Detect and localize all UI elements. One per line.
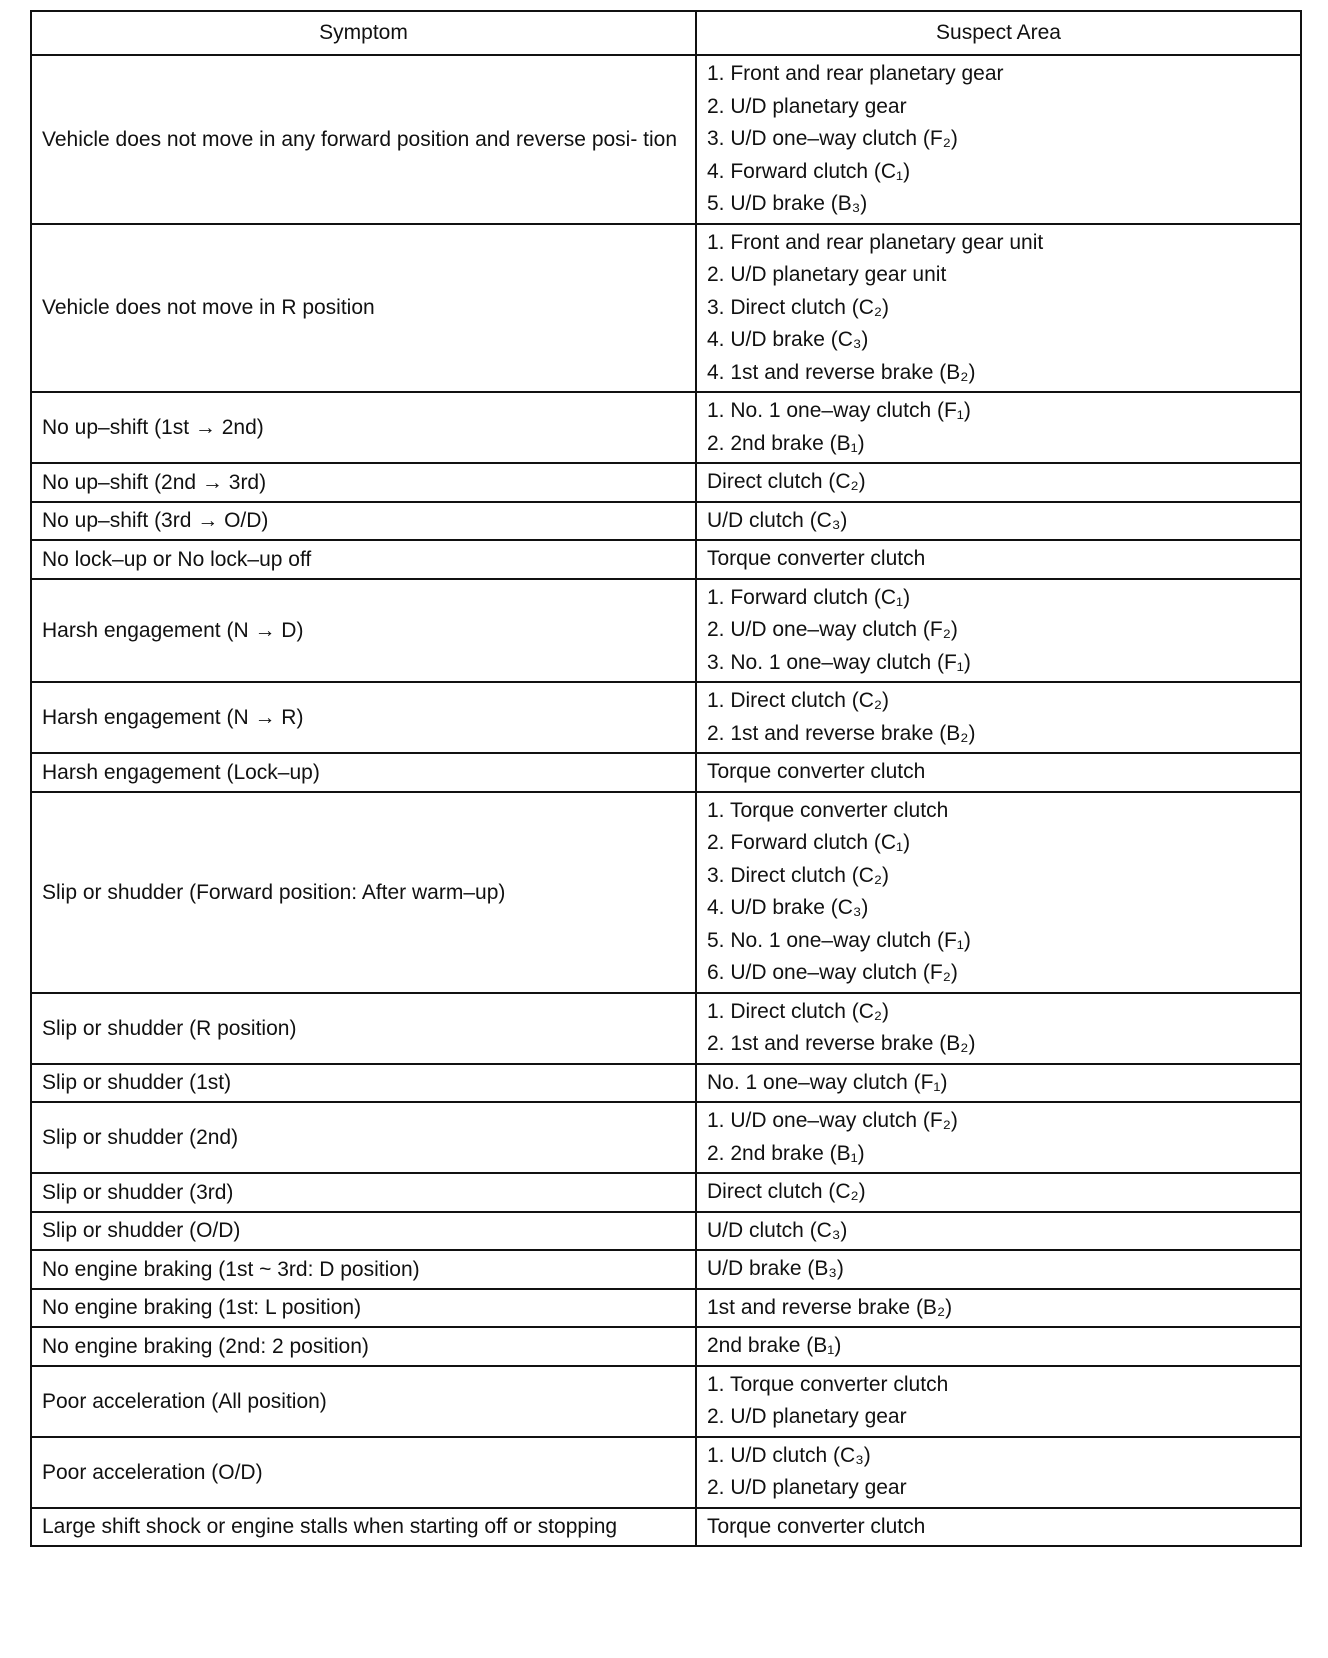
- table-row: [31, 579, 1301, 683]
- suspect-area-item: 4. U/D brake (C₃): [707, 896, 869, 919]
- table-row: [31, 1366, 1301, 1437]
- table-row: [31, 792, 1301, 993]
- symptom-cell: Slip or shudder (Forward position: After warm–up): [31, 792, 696, 993]
- suspect-area-item: 6. U/D one–way clutch (F₂): [707, 961, 958, 984]
- table-row: [31, 224, 1301, 393]
- table-row: [31, 1250, 1301, 1289]
- suspect-area-cell: [696, 792, 1301, 993]
- suspect-area-cell: [696, 1212, 1301, 1251]
- suspect-area-item: 1. No. 1 one–way clutch (F₁): [707, 399, 971, 422]
- table-row: [31, 392, 1301, 463]
- suspect-area-item: 2. 1st and reverse brake (B₂): [707, 721, 976, 745]
- suspect-area-item: 2. 2nd brake (B₁): [707, 1141, 865, 1165]
- suspect-area-item: 2. U/D one–way clutch (F₂): [707, 618, 958, 641]
- table-body: [31, 55, 1301, 1546]
- symptom-cell: No up–shift (3rd → O/D): [31, 502, 696, 541]
- symptom-cell: No engine braking (1st ~ 3rd: D position): [31, 1250, 696, 1289]
- table-row: [31, 1289, 1301, 1328]
- suspect-area-cell: [696, 224, 1301, 393]
- symptom-cell: Slip or shudder (3rd): [31, 1173, 696, 1212]
- suspect-area-cell: [696, 682, 1301, 753]
- suspect-area-item: 1. Forward clutch (C₁): [707, 585, 911, 609]
- suspect-area-item: 3. Direct clutch (C₂): [707, 863, 890, 887]
- suspect-area-item: 4. Forward clutch (C₁): [707, 159, 911, 183]
- suspect-area-item: 5. No. 1 one–way clutch (F₁): [707, 928, 971, 952]
- header-suspect-area: Suspect Area: [696, 11, 1301, 55]
- symptom-cell: No engine braking (1st: L position): [31, 1289, 696, 1328]
- suspect-area-cell: [696, 753, 1301, 792]
- symptom-cell: Slip or shudder (R position): [31, 993, 696, 1064]
- suspect-area-item: No. 1 one–way clutch (F₁): [707, 1070, 948, 1094]
- suspect-area-cell: [696, 1173, 1301, 1212]
- suspect-area-item: 1. Torque converter clutch: [707, 1372, 949, 1396]
- suspect-area-cell: [696, 1366, 1301, 1437]
- table-row: [31, 502, 1301, 541]
- suspect-area-cell: [696, 392, 1301, 463]
- table-row: [31, 1212, 1301, 1251]
- symptom-cell: Poor acceleration (All position): [31, 1366, 696, 1437]
- suspect-area-item: 2. U/D planetary gear unit: [707, 263, 947, 286]
- symptom-cell: Slip or shudder (1st): [31, 1064, 696, 1103]
- symptom-cell: Harsh engagement (N → D): [31, 579, 696, 683]
- suspect-area-item: 2. 1st and reverse brake (B₂): [707, 1032, 976, 1055]
- table-row: [31, 753, 1301, 792]
- symptom-cell: Large shift shock or engine stalls when starting off or stopping: [31, 1508, 696, 1547]
- header-symptom: Symptom: [31, 11, 696, 55]
- symptom-cell: Vehicle does not move in any forward position and reverse posi- tion: [31, 55, 696, 224]
- suspect-area-item: 1. Direct clutch (C₂): [707, 999, 890, 1023]
- suspect-area-item: Direct clutch (C₂): [707, 470, 866, 493]
- suspect-area-item: 2. 2nd brake (B₁): [707, 431, 865, 455]
- symptom-cell: Slip or shudder (2nd): [31, 1102, 696, 1173]
- symptom-cell: Harsh engagement (N → R): [31, 682, 696, 753]
- table-row: [31, 1437, 1301, 1508]
- table-row: [31, 993, 1301, 1064]
- suspect-area-item: 3. Direct clutch (C₂): [707, 295, 890, 319]
- table-row: [31, 55, 1301, 224]
- suspect-area-item: 4. U/D brake (C₃): [707, 328, 869, 351]
- suspect-area-cell: [696, 993, 1301, 1064]
- suspect-area-item: 2. Forward clutch (C₁): [707, 831, 911, 854]
- table-row: [31, 463, 1301, 502]
- suspect-area-cell: [696, 540, 1301, 579]
- suspect-area-cell: [696, 463, 1301, 502]
- suspect-area-item: U/D clutch (C₃): [707, 508, 848, 532]
- suspect-area-cell: [696, 579, 1301, 683]
- suspect-area-item: 2nd brake (B₁): [707, 1334, 842, 1357]
- suspect-area-cell: [696, 1064, 1301, 1103]
- suspect-area-cell: [696, 1437, 1301, 1508]
- symptom-cell: Slip or shudder (O/D): [31, 1212, 696, 1251]
- suspect-area-cell: [696, 55, 1301, 224]
- suspect-area-item: 1. Direct clutch (C₂): [707, 689, 890, 712]
- suspect-area-item: Torque converter clutch: [707, 1514, 926, 1538]
- symptom-cell: No up–shift (2nd → 3rd): [31, 463, 696, 502]
- suspect-area-cell: [696, 1102, 1301, 1173]
- suspect-area-item: 2. U/D planetary gear: [707, 1476, 907, 1499]
- suspect-area-cell: [696, 1289, 1301, 1328]
- suspect-area-item: 5. U/D brake (B₃): [707, 192, 868, 215]
- table-row: [31, 1102, 1301, 1173]
- suspect-area-item: 1. U/D one–way clutch (F₂): [707, 1109, 958, 1132]
- symptom-cell: No up–shift (1st → 2nd): [31, 392, 696, 463]
- symptom-table: [30, 10, 1302, 1547]
- table-row: [31, 1327, 1301, 1366]
- suspect-area-cell: [696, 1327, 1301, 1366]
- table-row: [31, 682, 1301, 753]
- suspect-area-item: Torque converter clutch: [707, 760, 926, 783]
- symptom-cell: No lock–up or No lock–up off: [31, 540, 696, 579]
- suspect-area-item: Direct clutch (C₂): [707, 1180, 866, 1203]
- suspect-area-item: 1. Torque converter clutch: [707, 798, 949, 822]
- suspect-area-item: 1st and reverse brake (B₂): [707, 1295, 953, 1319]
- table-row: [31, 1508, 1301, 1547]
- suspect-area-item: Torque converter clutch: [707, 547, 926, 570]
- table-row: [31, 1173, 1301, 1212]
- table-row: [31, 540, 1301, 579]
- suspect-area-item: U/D brake (B₃): [707, 1257, 844, 1280]
- suspect-area-cell: [696, 1508, 1301, 1547]
- header-row: [31, 11, 1301, 55]
- symptom-cell: Poor acceleration (O/D): [31, 1437, 696, 1508]
- symptom-cell: Vehicle does not move in R position: [31, 224, 696, 393]
- suspect-area-item: 2. U/D planetary gear: [707, 1405, 907, 1428]
- suspect-area-item: 4. 1st and reverse brake (B₂): [707, 360, 976, 384]
- suspect-area-item: 1. Front and rear planetary gear unit: [707, 230, 1044, 254]
- suspect-area-item: 1. Front and rear planetary gear: [707, 62, 1004, 85]
- suspect-area-item: 1. U/D clutch (C₃): [707, 1443, 871, 1467]
- table-row: [31, 1064, 1301, 1103]
- suspect-area-item: U/D clutch (C₃): [707, 1218, 848, 1242]
- suspect-area-item: 3. U/D one–way clutch (F₂): [707, 127, 958, 150]
- suspect-area-item: 2. U/D planetary gear: [707, 94, 907, 118]
- suspect-area-cell: [696, 502, 1301, 541]
- symptom-cell: No engine braking (2nd: 2 position): [31, 1327, 696, 1366]
- suspect-area-item: 3. No. 1 one–way clutch (F₁): [707, 650, 971, 674]
- suspect-area-cell: [696, 1250, 1301, 1289]
- symptom-cell: Harsh engagement (Lock–up): [31, 753, 696, 792]
